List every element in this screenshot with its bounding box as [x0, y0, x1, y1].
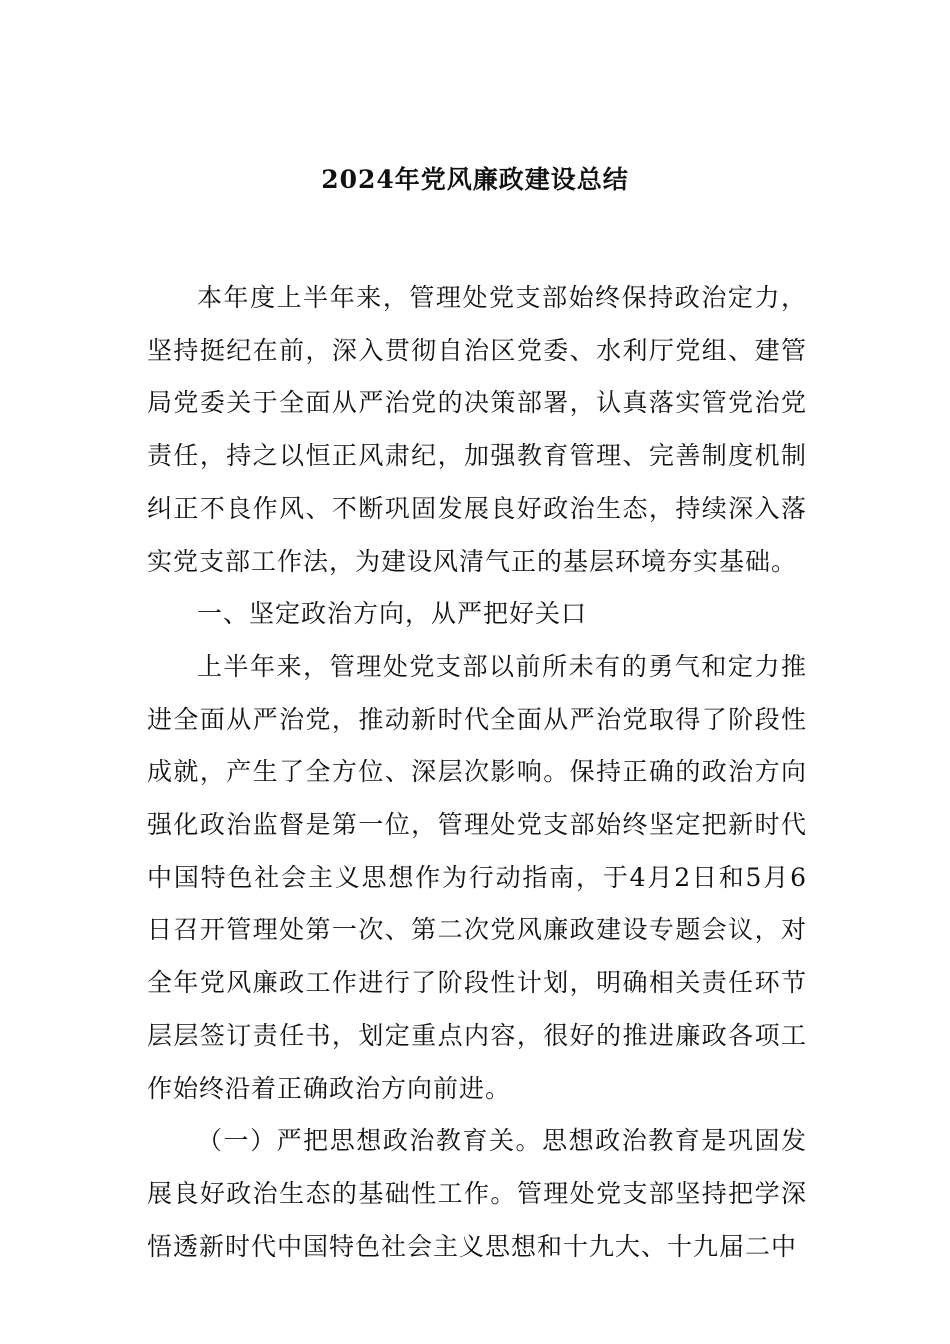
paragraph-intro: 本年度上半年来，管理处党支部始终保持政治定力，坚持挺纪在前，深入贯彻自治区党委、水利厅党组、建管局党委关于全面从严治党的决策部署，认真落实管党治党责任，持之以恒正风肃纪，加强教育管理、完善制度机制纠正不良作风、不断巩固发展良好政治生态，持续深入落实党支部工作法，为建设风清气正的基层环境夯实基础。 [147, 283, 807, 576]
document-body [147, 272, 807, 1273]
section-heading-1: 一、坚定政治方向，从严把好关口 [197, 599, 588, 629]
paragraph-section-1: 上半年来，管理处党支部以前所未有的勇气和定力推进全面从严治党，推动新时代全面从严治党取得了阶段性成就，产生了全方位、深层次影响。保持正确的政治方向强化政治监督是第一位，管理处党支部始终坚定把新时代中国特色社会主义思想作为行动指南，于4月2日和5月6日召开管理处第一次、第二次党风廉政建设专题会议，对全年党风廉政工作进行了阶段性计划，明确相关责任环节层层签订责任书，划定重点内容，很好的推进廉政各项工作始终沿着正确政治方向前进。 [147, 651, 808, 1103]
paragraph-subsection-1: （一）严把思想政治教育关。思想政治教育是巩固发展良好政治生态的基础性工作。管理处党支部坚持把学深悟透新时代中国特色社会主义思想和十九大、十九届二中 [147, 1126, 807, 1261]
document-title: 2024年党风廉政建设总结 [321, 165, 629, 194]
